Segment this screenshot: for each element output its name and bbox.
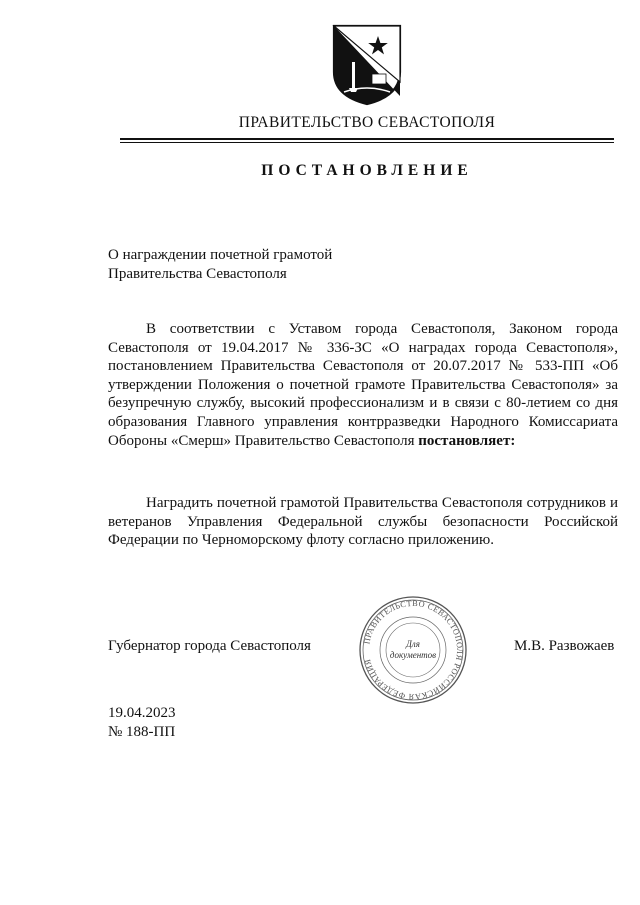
government-title: ПРАВИТЕЛЬСТВО СЕВАСТОПОЛЯ [238, 114, 496, 131]
document-date: 19.04.2023 [108, 705, 176, 721]
award-paragraph: Наградить почетной грамотой Правительства Севастополя сотрудников и ветеранов Управления Федеральной службы безопасности Российской Федерации по Черноморскому флоту согласно приложению. [108, 495, 618, 549]
resolves-colon: : [510, 432, 516, 449]
header-rule-thick [120, 138, 614, 140]
seal-outer-text: ПРАВИТЕЛЬСТВО СЕВАСТОПОЛЯ РОССИЙСКАЯ ФЕДЕРАЦИЯ [362, 598, 465, 702]
official-seal-icon [357, 594, 469, 706]
seal-center-line-2: документов [389, 650, 437, 660]
preamble-paragraph [108, 320, 618, 450]
resolves-word: постановляет [418, 432, 511, 449]
signatory-name: М.В. Развожаев [514, 638, 615, 654]
sevastopol-coat-of-arms-icon [330, 22, 404, 106]
seal-center-line-1: Для [406, 639, 420, 649]
subject-line-2: Правительства Севастополя [108, 266, 287, 282]
document-date-number [108, 704, 176, 742]
document-subject [108, 246, 332, 284]
preamble-text: В соответствии с Уставом города Севастополя, Законом города Севастополя от 19.04.2017 № 336-ЗС «О наградах города Севастополя», постановлением Правительства Севастополя от 20.07.2017 № 533-ПП «Об утверждении Положения о почетной грамоте Правительства Севастополя» за безупречную службу, высокий профессионализм и в связи с 80-летием со дня образования Главного управления контрразведки Народного Комиссариата Обороны «Смерш» Правительство Севастополя [108, 321, 618, 449]
signatory-position: Губернатор города Севастополя [108, 638, 311, 654]
header-rule-thin [120, 142, 614, 143]
document-type-heading: ПОСТАНОВЛЕНИЕ [261, 162, 473, 179]
document-number: № 188-ПП [108, 724, 176, 740]
subject-line-1: О награждении почетной грамотой [108, 247, 333, 263]
